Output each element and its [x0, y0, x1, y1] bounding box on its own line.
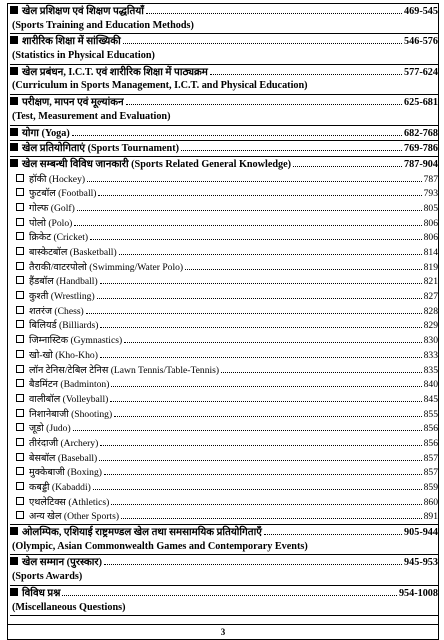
- sport-label: शतरंज (Chess): [29, 305, 84, 317]
- list-item: [10, 172, 438, 187]
- sport-label: गोल्फ (Golf): [29, 202, 75, 214]
- checkbox-square-icon: [16, 467, 24, 475]
- dot-leader: [111, 495, 421, 505]
- sport-page: 806: [423, 217, 438, 229]
- dot-leader: [99, 451, 421, 461]
- list-item: [10, 392, 438, 407]
- list-item: [10, 318, 438, 333]
- checkbox-square-icon: [16, 291, 24, 299]
- checkbox-square-icon: [16, 423, 24, 431]
- checkbox-square-icon: [16, 276, 24, 284]
- sport-page: 827: [423, 291, 438, 303]
- square-bullet-icon: [10, 6, 18, 14]
- sport-label: हैंडबॉल (Handball): [29, 276, 98, 288]
- sport-label: बास्केटबॉल (Basketball): [29, 247, 117, 258]
- entry-subtitle: (Olympic, Asian Commonwealth Games and Contemporary Events): [12, 540, 308, 552]
- list-item: [10, 304, 438, 319]
- dot-leader: [100, 274, 422, 284]
- toc-entry: [10, 4, 438, 34]
- sport-page: 830: [423, 335, 438, 347]
- list-item: [10, 216, 438, 231]
- entry-pages: 945-953: [404, 557, 438, 569]
- checkbox-square-icon: [16, 174, 24, 182]
- sport-label: बेसबॉल (Baseball): [29, 452, 98, 464]
- list-item: [10, 289, 438, 304]
- entry-pages: 625-681: [404, 97, 438, 109]
- sport-page: 821: [423, 276, 438, 288]
- square-bullet-icon: [10, 159, 18, 167]
- dot-leader: [293, 157, 402, 167]
- checkbox-square-icon: [16, 350, 24, 358]
- entry-title: परीक्षण, मापन एवं मूल्यांकन: [22, 97, 124, 109]
- list-item: [10, 509, 438, 524]
- entry-subtitle: (Sports Awards): [12, 571, 83, 583]
- sport-page: 829: [423, 320, 438, 332]
- entry-subtitle: (Curriculum in Sports Management, I.C.T. and Physical Education): [12, 80, 308, 92]
- dot-leader: [181, 141, 402, 151]
- sport-page: 805: [423, 202, 438, 214]
- checkbox-square-icon: [16, 320, 24, 328]
- entry-pages: 577-624: [404, 66, 438, 78]
- entry-line: [10, 525, 438, 540]
- sport-page: 787: [423, 173, 438, 185]
- dot-leader: [104, 555, 402, 565]
- sport-label: एथलेटिक्स (Athletics): [29, 496, 110, 508]
- checkbox-square-icon: [16, 409, 24, 417]
- entry-line: [10, 555, 438, 570]
- dot-leader: [100, 436, 421, 446]
- toc-entry: [10, 525, 438, 555]
- sport-page: 856: [423, 437, 438, 449]
- sport-label: निशानेबाजी (Shooting): [29, 408, 113, 420]
- list-item: [10, 421, 438, 436]
- list-item: [10, 451, 438, 466]
- dot-leader: [146, 4, 402, 14]
- sport-page: 860: [423, 496, 438, 508]
- entry-line: [10, 586, 438, 601]
- list-item: [10, 363, 438, 378]
- checkbox-square-icon: [16, 497, 24, 505]
- toc-entry: [10, 34, 438, 64]
- checkbox-square-icon: [16, 188, 24, 196]
- toc-entry-yoga: [10, 126, 438, 142]
- sport-label: वालीबॉल (Volleyball): [29, 393, 109, 405]
- checkbox-square-icon: [16, 438, 24, 446]
- dot-leader: [119, 245, 422, 255]
- sport-page: 891: [423, 511, 438, 523]
- entry-title: खेल सम्बन्धी विविध जानकारी (Sports Related General Knowledge): [22, 158, 292, 170]
- sport-label: फुटबॉल (Football): [29, 188, 97, 200]
- checkbox-square-icon: [16, 394, 24, 402]
- checkbox-square-icon: [16, 247, 24, 255]
- sport-page: 856: [423, 423, 438, 435]
- entry-title: विविध प्रश्न: [22, 587, 61, 599]
- sport-page: 857: [423, 452, 438, 464]
- list-item: [10, 245, 438, 260]
- page-number: 3: [7, 625, 439, 640]
- dot-leader: [97, 289, 422, 299]
- checkbox-square-icon: [16, 306, 24, 314]
- toc-entry: [10, 95, 438, 125]
- entry-title: खेल प्रशिक्षण एवं शिक्षण पद्धतियाँ: [22, 6, 144, 17]
- toc-entry: [10, 586, 438, 616]
- list-item: [10, 436, 438, 451]
- sport-label: बैडमिंटन (Badminton): [29, 379, 110, 391]
- sport-label: जूडो (Judo): [29, 423, 71, 435]
- dot-leader: [98, 186, 421, 196]
- sport-label: तीरंदाजी (Archery): [29, 437, 99, 449]
- toc-entry-gk: [10, 157, 438, 525]
- sport-page: 835: [423, 364, 438, 376]
- dot-leader: [93, 480, 422, 490]
- list-item: [10, 495, 438, 510]
- dot-leader: [72, 126, 402, 136]
- sport-page: 819: [423, 261, 438, 273]
- entry-pages: 682-768: [404, 127, 438, 139]
- checkbox-square-icon: [16, 335, 24, 343]
- dot-leader: [124, 333, 421, 343]
- square-bullet-icon: [10, 97, 18, 105]
- dot-leader: [185, 260, 421, 270]
- dot-leader: [111, 377, 421, 387]
- entry-pages: 905-944: [404, 527, 438, 539]
- entry-subtitle: (Test, Measurement and Evaluation): [12, 110, 171, 122]
- toc-entry-tournament: [10, 141, 438, 157]
- sport-page: 833: [423, 349, 438, 361]
- square-bullet-icon: [10, 527, 18, 535]
- list-item: [10, 260, 438, 275]
- entry-subtitle: (Sports Training and Education Methods): [12, 19, 194, 31]
- dot-leader: [86, 304, 422, 314]
- sport-label: तैराकी/वाटरपोलो (Swimming/Water Polo): [29, 261, 184, 273]
- sport-label: लॉन टेनिस/टेबिल टेनिस (Lawn Tennis/Table-Tennis): [29, 364, 220, 376]
- sport-label: कुश्ती (Wrestling): [29, 291, 95, 303]
- list-item: [10, 407, 438, 422]
- checkbox-square-icon: [16, 262, 24, 270]
- sport-page: 828: [423, 305, 438, 317]
- tail-entries: [10, 525, 438, 616]
- square-bullet-icon: [10, 557, 18, 565]
- list-item: [10, 348, 438, 363]
- checkbox-square-icon: [16, 379, 24, 387]
- dot-leader: [90, 230, 422, 240]
- entry-subtitle: (Statistics in Physical Education): [12, 50, 155, 62]
- entry-title: खेल सम्मान (पुरस्कार): [22, 557, 102, 569]
- entry-pages: 954-1008: [398, 587, 438, 599]
- toc-entry: [10, 65, 438, 95]
- dot-leader: [123, 34, 402, 44]
- square-bullet-icon: [10, 588, 18, 596]
- list-item: [10, 230, 438, 245]
- sport-list: [10, 172, 438, 525]
- dot-leader: [62, 586, 397, 596]
- entry-title: खेल प्रबंधन, I.C.T. एवं शारीरिक शिक्षा में पाठ्यक्रम: [22, 66, 208, 78]
- entry-title: शारीरिक शिक्षा में सांख्यिकी: [22, 36, 121, 48]
- square-bullet-icon: [10, 128, 18, 136]
- square-bullet-icon: [10, 67, 18, 75]
- sport-label: खो-खो (Kho-Kho): [29, 349, 98, 361]
- dot-leader: [87, 172, 422, 182]
- dot-leader: [221, 363, 422, 373]
- checkbox-square-icon: [16, 218, 24, 226]
- toc-entry: [10, 555, 438, 585]
- dot-leader: [104, 465, 422, 475]
- dot-leader: [264, 525, 402, 535]
- checkbox-square-icon: [16, 365, 24, 373]
- sport-label: जिम्नास्टिक (Gymnastics): [29, 335, 123, 347]
- sport-page: 806: [423, 232, 438, 244]
- dot-leader: [114, 407, 421, 417]
- dot-leader: [100, 318, 421, 328]
- dot-leader: [74, 216, 421, 226]
- sport-page: 845: [423, 393, 438, 405]
- sport-page: 855: [423, 408, 438, 420]
- entry-subtitle: (Miscellaneous Questions): [12, 601, 126, 613]
- sport-page: 859: [423, 482, 438, 493]
- checkbox-square-icon: [16, 232, 24, 240]
- sport-page: 840: [423, 379, 438, 391]
- entry-title: योगा (Yoga): [22, 127, 70, 139]
- list-item: [10, 274, 438, 289]
- dot-leader: [73, 421, 422, 431]
- list-item: [10, 377, 438, 392]
- sport-label: क्रिकेट (Cricket): [29, 232, 89, 244]
- sport-page: 857: [423, 467, 438, 479]
- table-of-contents: [10, 4, 438, 616]
- dot-leader: [110, 392, 421, 402]
- entry-pages: 769-786: [404, 143, 438, 155]
- checkbox-square-icon: [16, 511, 24, 519]
- list-item: [10, 480, 438, 495]
- entry-title: खेल प्रतियोगिताएं (Sports Tournament): [22, 143, 179, 155]
- entry-pages: 469-545: [404, 6, 438, 17]
- entry-pages: 787-904: [404, 158, 438, 170]
- checkbox-square-icon: [16, 203, 24, 211]
- list-item: [10, 465, 438, 480]
- dot-leader: [100, 348, 422, 358]
- sport-label: बिलियर्ड (Billiards): [29, 320, 99, 332]
- entry-title: ओलम्पिक, एशियाई राष्ट्रमण्डल खेल तथा समसामयिक प्रतियोगिताएँ: [22, 527, 262, 539]
- checkbox-square-icon: [16, 453, 24, 461]
- page-frame: [7, 3, 439, 625]
- sport-label: मुक्केबाजी (Boxing): [29, 467, 102, 479]
- dot-leader: [77, 201, 422, 211]
- list-item: [10, 333, 438, 348]
- dot-leader: [210, 65, 402, 75]
- sport-page: 814: [423, 247, 438, 258]
- checkbox-square-icon: [16, 482, 24, 490]
- entry-pages: 546-576: [404, 36, 438, 48]
- square-bullet-icon: [10, 36, 18, 44]
- sport-label: हॉकी (Hockey): [29, 173, 86, 185]
- sport-label: कबड्डी (Kabaddi): [29, 482, 91, 493]
- sport-label: अन्य खेल (Other Sports): [29, 511, 120, 523]
- sport-label: पोलो (Polo): [29, 217, 73, 229]
- dot-leader: [121, 509, 422, 519]
- dot-leader: [126, 95, 402, 105]
- list-item: [10, 201, 438, 216]
- sport-page: 793: [423, 188, 438, 200]
- list-item: [10, 186, 438, 201]
- square-bullet-icon: [10, 143, 18, 151]
